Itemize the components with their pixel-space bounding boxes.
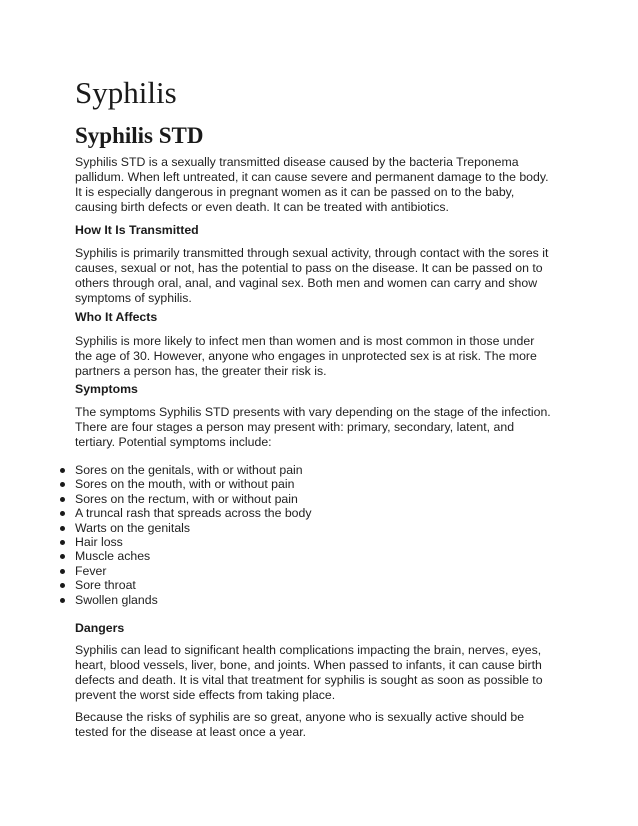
transmitted-line: others through oral, anal, and vaginal sex. Both men and women can carry and show (75, 276, 538, 290)
bullet-icon (60, 569, 65, 574)
dangers-section (75, 621, 575, 636)
list-item (0, 506, 638, 520)
intro-paragraph (75, 155, 575, 215)
list-item-text: Sores on the rectum, with or without pain (75, 491, 298, 506)
closing-line: Because the risks of syphilis are so great, anyone who is sexually active should be (75, 710, 525, 724)
list-item (0, 535, 638, 549)
list-item-text: Sore throat (75, 578, 136, 593)
affects-line: Syphilis is more likely to infect men than women and is most common in those under (75, 334, 535, 348)
bullet-icon (60, 482, 65, 487)
bullet-icon (60, 540, 65, 545)
closing-line: tested for the disease at least once a year. (75, 725, 307, 739)
list-item-text: Warts on the genitals (75, 520, 191, 535)
intro-line: pallidum. When left untreated, it can cause severe and permanent damage to the body. (75, 170, 549, 184)
transmitted-line: symptoms of syphilis. (75, 291, 192, 305)
intro-line: It is especially dangerous in pregnant women as it can be passed on to the baby, (75, 185, 515, 199)
symptoms-line: The symptoms Syphilis STD presents with vary depending on the stage of the infection. (75, 405, 551, 419)
bullet-icon (60, 497, 65, 502)
dangers-heading: Dangers (75, 621, 125, 635)
list-item (0, 463, 638, 477)
symptoms-paragraph (75, 405, 575, 450)
symptoms-section (75, 382, 575, 397)
list-item-text: Muscle aches (75, 549, 151, 564)
dangers-line: Syphilis can lead to significant health complications impacting the brain, nerves, eyes, (75, 643, 542, 657)
bullet-icon (60, 511, 65, 516)
list-item (0, 492, 638, 506)
transmitted-body (75, 246, 575, 306)
dangers-line: heart, blood vessels, liver, bone, and joints. When passed to infants, it can cause birth (75, 658, 542, 672)
document-title: Syphilis (75, 75, 177, 110)
list-item (0, 564, 638, 578)
dangers-paragraph (75, 643, 575, 703)
closing-paragraph (75, 710, 575, 740)
transmitted-line: Syphilis is primarily transmitted through sexual activity, through contact with the sores it (75, 246, 549, 260)
affects-heading: Who It Affects (75, 310, 158, 324)
bullet-icon (60, 598, 65, 603)
transmitted-line: causes, sexual or not, has the potential to pass on the disease. It can be passed on to (75, 261, 543, 275)
dangers-line: defects and death. It is vital that treatment for syphilis is sought as soon as possible to (75, 673, 543, 687)
list-item-text: Sores on the genitals, with or without pain (75, 463, 303, 477)
affects-line: the age of 30. However, anyone who engages in unprotected sex is at risk. The more (75, 349, 537, 363)
document-subtitle: Syphilis STD (75, 123, 204, 148)
list-item (0, 521, 638, 535)
list-item-text: A truncal rash that spreads across the body (75, 506, 312, 521)
dangers-body (75, 643, 575, 703)
affects-line: partners a person has, the greater their risk is. (75, 364, 327, 378)
symptoms-line: There are four stages a person may present with: primary, secondary, latent, and (75, 420, 515, 434)
symptoms-body (75, 405, 575, 450)
symptoms-heading: Symptoms (75, 382, 138, 396)
list-item (0, 477, 638, 491)
list-item (0, 593, 638, 607)
intro-section (75, 155, 575, 215)
bullet-icon (60, 526, 65, 531)
bullet-icon (60, 554, 65, 559)
list-item (0, 549, 638, 563)
affects-section (75, 310, 575, 325)
bullet-icon (60, 468, 65, 473)
closing-body (75, 710, 575, 740)
symptoms-line: tertiary. Potential symptoms include: (75, 435, 272, 449)
list-item-text: Sores on the mouth, with or without pain (75, 477, 295, 492)
list-item-text: Swollen glands (75, 592, 158, 607)
dangers-line: prevent the worst side effects from taking place. (75, 688, 336, 702)
intro-line: Syphilis STD is a sexually transmitted disease caused by the bacteria Treponema (75, 155, 519, 169)
transmitted-paragraph (75, 246, 575, 306)
symptoms-list (0, 463, 638, 607)
list-item-text: Fever (75, 563, 107, 578)
affects-body (75, 334, 575, 379)
transmitted-section (75, 223, 575, 238)
bullet-icon (60, 583, 65, 588)
intro-line: causing birth defects or even death. It can be treated with antibiotics. (75, 200, 449, 214)
transmitted-heading: How It Is Transmitted (75, 223, 199, 237)
affects-paragraph (75, 334, 575, 379)
list-item (0, 578, 638, 592)
list-item-text: Hair loss (75, 534, 123, 549)
